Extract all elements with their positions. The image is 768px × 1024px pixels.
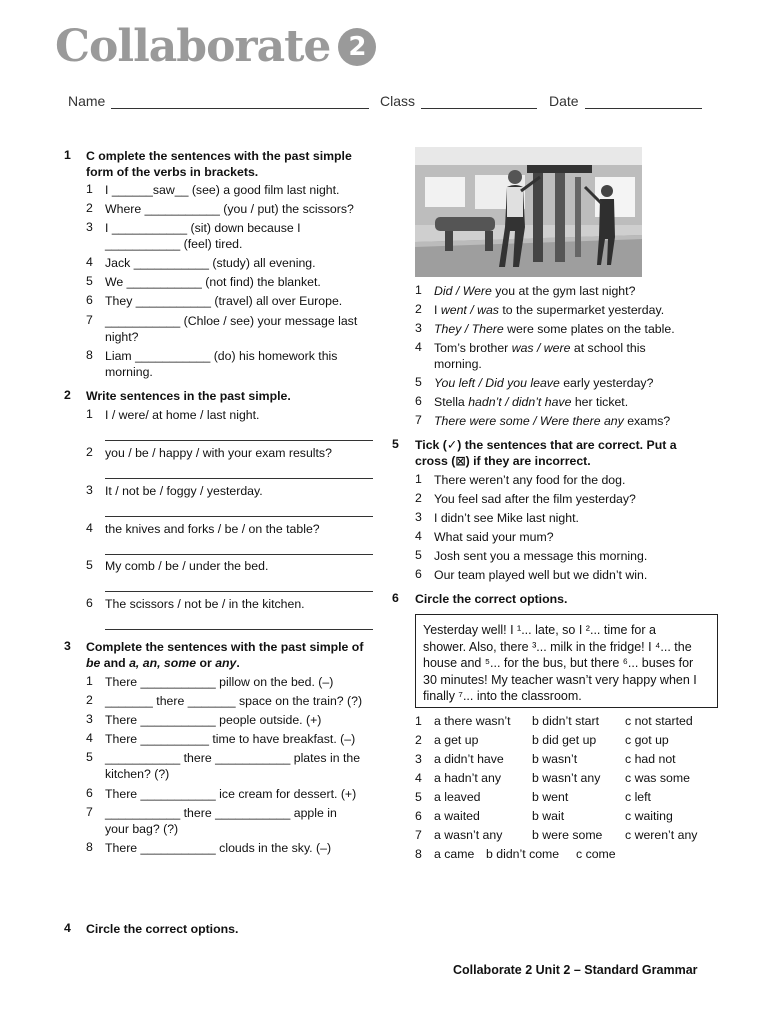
item-number: 5 <box>86 750 93 764</box>
question-item[interactable] <box>105 805 390 837</box>
choice-sentence[interactable] <box>434 302 719 318</box>
exercise-number: 5 <box>392 437 399 451</box>
option-pair[interactable]: There were some / Were there any <box>434 414 624 428</box>
prompt-text: My comb / be / under the bed. <box>105 559 269 573</box>
question-item[interactable] <box>105 255 390 271</box>
item-line <box>434 340 719 356</box>
class-field[interactable] <box>380 93 537 109</box>
option-b[interactable]: b wasn’t any <box>532 771 601 785</box>
item-line: morning. <box>434 357 482 371</box>
option-pair[interactable]: was / were <box>511 341 571 355</box>
choice-sentence[interactable] <box>434 394 719 410</box>
logo-level-badge: 2 <box>338 28 376 66</box>
item-line: _______ there _______ space on the train? (?) <box>105 694 363 708</box>
item-number: 5 <box>86 558 93 572</box>
item-line: ___________ there ___________ plates in the <box>105 751 361 765</box>
item-number: 4 <box>415 771 422 785</box>
item-number: 3 <box>415 321 422 335</box>
item-number: 2 <box>415 302 422 316</box>
item-number: 2 <box>415 491 422 505</box>
item-line: ___________ there ___________ apple in <box>105 806 337 820</box>
exercise-number: 6 <box>392 591 399 605</box>
item-number: 7 <box>415 413 422 427</box>
item-line: There __________ time to have breakfast. (–) <box>105 732 356 746</box>
sentence-start: Tom’s brother <box>434 341 512 355</box>
item-number: 1 <box>86 182 93 196</box>
answer-line[interactable] <box>105 629 373 630</box>
option-c[interactable]: c waiting <box>625 809 673 823</box>
sentence-rest: her ticket. <box>571 395 629 409</box>
story-line: house and ⁵... for the bus, but there ⁶... buses for <box>423 656 694 670</box>
sentence-rest: you at the gym last night? <box>491 284 636 298</box>
item-line <box>434 283 719 299</box>
item-line: kitchen? (?) <box>105 767 170 781</box>
option-a[interactable]: a there wasn’t <box>434 714 511 728</box>
item-number: 6 <box>415 809 422 823</box>
item-line <box>434 413 719 429</box>
sentence-rest: to the supermarket yesterday. <box>498 303 665 317</box>
instruction-line: Tick (✓) the sentences that are correct. Put a <box>415 438 677 452</box>
class-label: Class <box>380 93 416 109</box>
option-c[interactable]: c come <box>576 847 616 861</box>
question-item[interactable] <box>105 293 390 309</box>
item-number: 5 <box>415 790 422 804</box>
item-number: 8 <box>86 348 93 362</box>
sentence-rest: were some plates on the table. <box>503 322 675 336</box>
sentence-start: Stella <box>434 395 469 409</box>
sentence-to-check[interactable]: Josh sent you a message this morning. <box>434 549 648 563</box>
option-pair[interactable]: Did / Were <box>434 284 492 298</box>
item-number: 1 <box>415 283 422 297</box>
question-item[interactable] <box>105 182 390 198</box>
exercise-number: 3 <box>64 639 71 653</box>
exercise-number: 2 <box>64 388 71 402</box>
choice-sentence[interactable] <box>434 413 719 429</box>
option-pair[interactable]: You left / Did you leave <box>434 376 560 390</box>
item-number: 2 <box>86 693 93 707</box>
item-number: 7 <box>415 828 422 842</box>
option-a[interactable]: a wasn’t any <box>434 828 503 842</box>
item-line <box>434 302 719 318</box>
option-a[interactable]: a get up <box>434 733 479 747</box>
exercise-instruction: Write sentences in the past simple. <box>86 389 291 403</box>
item-line: I ___________ (sit) down because I <box>105 221 301 235</box>
question-item[interactable] <box>105 731 390 747</box>
item-line: your bag? (?) <box>105 822 179 836</box>
instruction-line: cross (⊠) if they are incorrect. <box>415 454 591 468</box>
item-number: 8 <box>415 847 422 861</box>
option-pair[interactable]: hadn’t / didn’t have <box>468 395 572 409</box>
item-line: Where ___________ (you / put) the scissors? <box>105 202 354 216</box>
option-b[interactable]: b went <box>532 790 569 804</box>
sentence-rest: at school this <box>570 341 646 355</box>
choice-sentence[interactable] <box>434 375 719 391</box>
instruction-line: C omplete the sentences with the past simple <box>86 149 352 163</box>
sentence-rest: exams? <box>623 414 671 428</box>
story-line: 30 minutes! My teacher wasn’t very happy when I <box>423 672 697 687</box>
item-number: 8 <box>86 840 93 854</box>
item-line: morning. <box>105 365 153 379</box>
item-number: 4 <box>415 340 422 354</box>
item-line: Liam ___________ (do) his homework this <box>105 349 338 363</box>
sentence-to-check[interactable]: There weren’t any food for the dog. <box>434 473 626 487</box>
item-line <box>434 394 719 410</box>
item-number: 3 <box>415 752 422 766</box>
item-number: 6 <box>415 567 422 581</box>
item-line <box>434 321 719 337</box>
choice-sentence[interactable] <box>434 340 719 372</box>
item-line <box>434 375 719 391</box>
prompt-text: I / were/ at home / last night. <box>105 408 260 422</box>
item-number: 3 <box>86 712 93 726</box>
prompt-text: The scissors / not be / in the kitchen. <box>105 597 305 611</box>
item-number: 4 <box>86 731 93 745</box>
option-c[interactable]: c had not <box>625 752 676 766</box>
sentence-to-check[interactable]: You feel sad after the film yesterday? <box>434 492 636 506</box>
option-b[interactable]: b were some <box>532 828 603 842</box>
choice-sentence[interactable] <box>434 283 719 299</box>
item-number: 6 <box>86 596 93 610</box>
date-label: Date <box>549 93 579 109</box>
sentence-to-check[interactable]: What said your mum? <box>434 530 554 544</box>
date-field[interactable] <box>549 93 702 109</box>
answer-line[interactable] <box>105 478 373 479</box>
item-number: 5 <box>86 274 93 288</box>
item-number: 4 <box>415 529 422 543</box>
date-line[interactable] <box>585 95 702 109</box>
option-b[interactable]: b wait <box>532 809 565 823</box>
class-line[interactable] <box>421 95 537 109</box>
exercise-number: 1 <box>64 148 71 162</box>
question-item[interactable] <box>105 786 390 802</box>
sentence-to-check[interactable]: Our team played well but we didn’t win. <box>434 568 648 582</box>
collaborate-logo <box>55 22 376 72</box>
item-number: 3 <box>415 510 422 524</box>
item-number: 1 <box>415 472 422 486</box>
question-item[interactable] <box>105 348 390 380</box>
exercise-instruction <box>86 639 386 671</box>
item-line: ___________ (Chloe / see) your message last <box>105 314 358 328</box>
item-line: ___________ (feel) tired. <box>105 237 243 251</box>
name-line[interactable] <box>111 95 369 109</box>
item-number: 6 <box>86 786 93 800</box>
instruction-line: be and a, an, some or any. <box>86 656 240 670</box>
exercise-number: 4 <box>64 921 71 935</box>
page-footer: Collaborate 2 Unit 2 – Standard Grammar <box>453 963 698 977</box>
exercise-instruction: Circle the correct options. <box>86 922 239 936</box>
item-line: I ______saw__ (see) a good film last night. <box>105 183 340 197</box>
answer-line[interactable] <box>105 516 373 517</box>
logo-text: Collaborate <box>55 21 331 72</box>
question-item[interactable] <box>105 712 390 728</box>
instruction-line: form of the verbs in brackets. <box>86 165 259 179</box>
sentence-to-check[interactable]: I didn’t see Mike last night. <box>434 511 579 525</box>
option-c[interactable]: c weren’t any <box>625 828 698 842</box>
answer-line[interactable] <box>105 554 373 555</box>
item-number: 1 <box>415 714 422 728</box>
item-line: There ___________ ice cream for dessert. (+) <box>105 787 357 801</box>
instruction-line: Complete the sentences with the past simple of <box>86 640 364 654</box>
item-number: 3 <box>86 483 93 497</box>
answer-line[interactable] <box>105 591 373 592</box>
item-number: 6 <box>86 293 93 307</box>
option-a[interactable]: a hadn’t any <box>434 771 502 785</box>
item-number: 1 <box>86 674 93 688</box>
name-field[interactable] <box>68 93 369 109</box>
exercise-instruction: Circle the correct options. <box>415 592 568 606</box>
item-line: There ___________ clouds in the sky. (–) <box>105 841 332 855</box>
prompt-text: the knives and forks / be / on the table? <box>105 522 320 536</box>
item-line: We ___________ (not find) the blanket. <box>105 275 321 289</box>
item-number: 2 <box>415 733 422 747</box>
option-c[interactable]: c left <box>625 790 651 804</box>
option-a[interactable]: a came <box>434 847 475 861</box>
item-line: night? <box>105 330 139 344</box>
story-line: shower. Also, there ³... milk in the fridge! I ⁴... the <box>423 639 692 654</box>
option-a[interactable]: a waited <box>434 809 480 823</box>
item-number: 1 <box>86 407 93 421</box>
item-number: 3 <box>86 220 93 234</box>
prompt-text: you / be / happy / with your exam results? <box>105 446 332 460</box>
question-item[interactable] <box>105 674 390 690</box>
item-number: 5 <box>415 375 422 389</box>
option-b[interactable]: b did get up <box>532 733 597 747</box>
item-number: 4 <box>86 255 93 269</box>
item-number: 4 <box>86 521 93 535</box>
question-item[interactable] <box>105 693 390 709</box>
option-pair[interactable]: They / There <box>434 322 504 336</box>
option-c[interactable]: c got up <box>625 733 669 747</box>
item-number: 7 <box>86 313 93 327</box>
option-a[interactable]: a leaved <box>434 790 481 804</box>
item-number: 7 <box>86 805 93 819</box>
item-number: 2 <box>86 445 93 459</box>
item-number: 2 <box>86 201 93 215</box>
option-pair[interactable]: went / was <box>440 303 499 317</box>
story-line: finally ⁷... into the classroom. <box>423 689 582 703</box>
story-text-box <box>415 614 718 708</box>
item-number: 5 <box>415 548 422 562</box>
story-line: Yesterday well! I ¹... late, so I ²... time for a <box>423 623 656 637</box>
question-item[interactable] <box>105 201 390 217</box>
option-a[interactable]: a didn’t have <box>434 752 504 766</box>
item-line: Jack ___________ (study) all evening. <box>105 256 316 270</box>
prompt-text: It / not be / foggy / yesterday. <box>105 484 263 498</box>
name-label: Name <box>68 93 106 109</box>
item-number: 6 <box>415 394 422 408</box>
answer-line[interactable] <box>105 440 373 441</box>
option-b[interactable]: b didn’t start <box>532 714 599 728</box>
exercise-instruction <box>86 148 386 180</box>
gym-photo-illustration <box>415 147 642 277</box>
option-b[interactable]: b didn’t come <box>486 847 560 861</box>
option-c[interactable]: c was some <box>625 771 690 785</box>
sentence-rest: early yesterday? <box>559 376 654 390</box>
item-line: They ___________ (travel) all over Europe. <box>105 294 343 308</box>
item-line: There ___________ people outside. (+) <box>105 713 322 727</box>
question-item[interactable] <box>105 313 390 345</box>
sentence-start: I <box>434 303 441 317</box>
option-c[interactable]: c not started <box>625 714 693 728</box>
question-item[interactable] <box>105 220 390 252</box>
option-b[interactable]: b wasn’t <box>532 752 578 766</box>
item-line: There ___________ pillow on the bed. (–) <box>105 675 334 689</box>
question-item[interactable] <box>105 840 390 856</box>
choice-sentence[interactable] <box>434 321 719 337</box>
question-item[interactable] <box>105 274 390 290</box>
question-item[interactable] <box>105 750 390 782</box>
gym-photo <box>415 147 642 277</box>
exercise-instruction <box>415 437 715 469</box>
